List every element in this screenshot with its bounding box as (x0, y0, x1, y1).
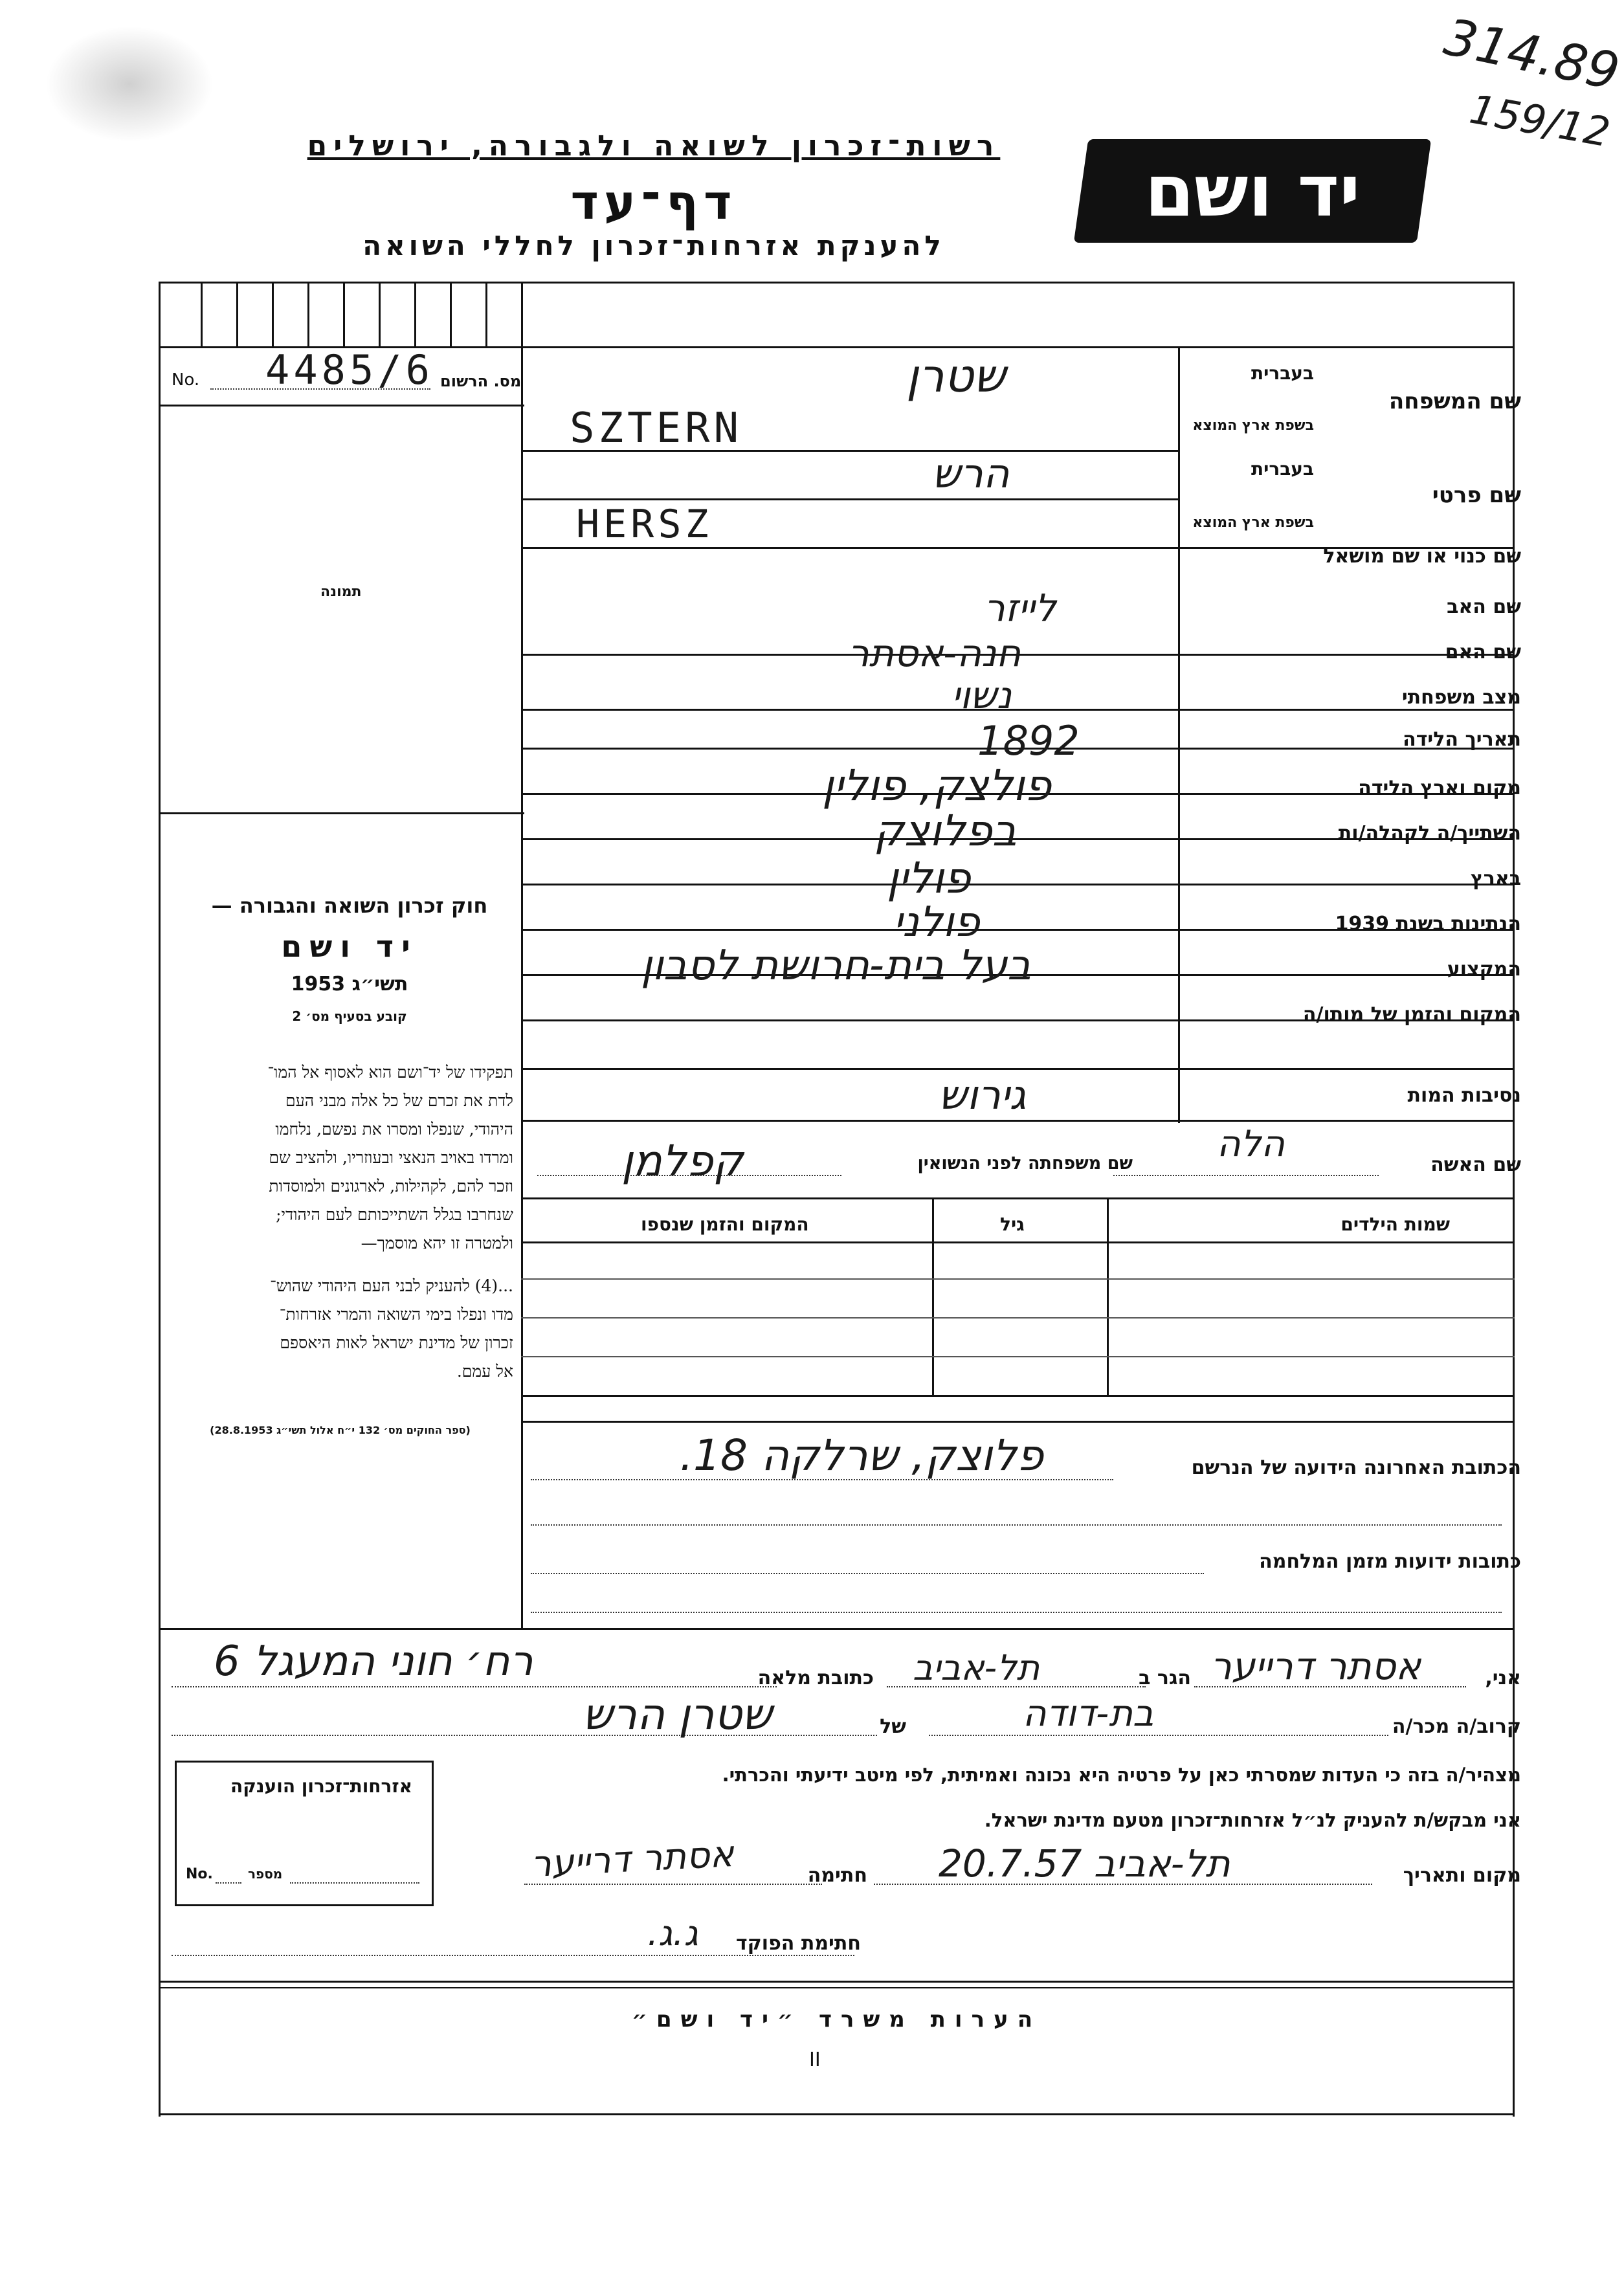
first-name-sub-he: בעברית (1251, 458, 1314, 480)
office-notes-label: הערות משרד ״יד ושם״ (631, 2007, 1042, 2032)
father-value: לייזר (984, 586, 1056, 630)
profession-label: המקצוע (1447, 958, 1521, 981)
full-address-label: כתובת מלאה (757, 1667, 874, 1689)
first-name-original: HERSZ (576, 502, 713, 547)
declarant-address: רח׳ חוני המעגל 6 (214, 1638, 533, 1686)
of-name: שטרן הרש (583, 1689, 772, 1739)
mother-value: חנה-אסתר (848, 631, 1021, 675)
declarant-name: אסתר דרייער (1210, 1644, 1421, 1688)
declarant-i-label: אני, (1485, 1667, 1521, 1689)
yad-vashem-logo (1074, 139, 1431, 243)
citizenship-granted-no-label: No. (186, 1866, 213, 1882)
resides-label: הגר ב (1139, 1667, 1191, 1689)
war-addresses-label: כתובות ידועות מזמן המלחמה (1259, 1550, 1521, 1573)
first-name-hebrew: הרש (932, 450, 1010, 497)
country-value: פולין (887, 853, 971, 903)
marital-value: נשוי (951, 673, 1012, 717)
citizenship-request: אני מבקש/ת להעניק לנ״ל אזרחות־זכרון מטעם מדינת ישראל. (984, 1809, 1521, 1831)
father-label: שם האב (1447, 595, 1521, 618)
law-paragraph-1: תפקידו של יד־ושם הוא לאסוף אל המו־ לדת את זכרם של כל אלה מבני העם היהודי, שנפלו ומסרו את נפשם, נלחמו ומרדו באויב הנאצי ובעוזריו, ולהציב שם וזכר להם, לקהילות, לארגונים ולמוסדות שנחרבו בגלל השתייכותם לעם היהודי; ולמטרה זו יהא מוסמך— (267, 1063, 513, 1252)
profession-value: בעל בית-חרושת לסבון (641, 942, 1032, 990)
relation-label: קרוב/ה מכר/ה (1392, 1715, 1521, 1738)
community-label: השתייך/ה לקהלה/ות (1338, 822, 1521, 845)
last-address-value: פלוצק, שרלקה 18. (680, 1430, 1044, 1480)
family-name-label: שם המשפחה (1388, 388, 1521, 414)
declaration-statement: מצהיר/ה בזה כי העדות שמסרתי כאן על פרטיה היא נכונה ואמיתית, לפי מיטב ידיעתי והכרתי. (722, 1764, 1521, 1786)
corner-sub: 159/12 (1466, 85, 1614, 157)
citizenship-granted-num-label: מספר (248, 1866, 283, 1882)
wife-maiden-label: שם משפחתה לפני הנשואין (917, 1153, 1133, 1174)
birth-date-value: 1892 (977, 717, 1080, 764)
wife-maiden-name: קפלמן (621, 1136, 744, 1186)
family-name-original: SZTERN (570, 405, 743, 452)
law-clause: קובע בסעיף מס׳ 2 (292, 1008, 407, 1024)
authority-title: רשות־זכרון לשואה ולגבורה, ירושלים (307, 129, 1001, 162)
declarant-city: תל-אביב (913, 1647, 1040, 1688)
of-label: של (880, 1715, 906, 1738)
death-circumstances-value: גירוש (939, 1071, 1027, 1118)
children-header-age: גיל (1000, 1214, 1025, 1235)
birth-place-label: מקום וארץ הלידה (1358, 777, 1521, 799)
logo-text: יד ושם (1144, 150, 1361, 232)
form-subtitle: להענקת אזרחות־זכרון לחללי השואה (362, 230, 945, 261)
birth-place-value: פולצק, פולין (822, 761, 1052, 810)
form-title: דף־עד (570, 175, 737, 230)
law-year: תשי״ג 1953 (291, 973, 408, 996)
first-name-label: שם פרטי (1432, 482, 1521, 508)
birth-date-label: תאריך הלידה (1403, 728, 1521, 751)
bottom-mark: II (809, 2049, 821, 2071)
death-circumstances-label: נסיבות המות (1407, 1084, 1521, 1107)
citizenship-granted-box (175, 1761, 434, 1906)
nickname-label: שם כנוי או שם מושאל (1323, 545, 1521, 568)
place-date-label: מקום ותאריך (1403, 1864, 1521, 1887)
mother-label: שם האם (1445, 641, 1521, 663)
corner-number: 314.89 (1439, 8, 1624, 102)
citizenship-value: פולני (893, 898, 980, 946)
children-header-names: שמות הילדים (1340, 1214, 1450, 1235)
marital-label: מצב משפחתי (1401, 686, 1521, 709)
death-place-time-label: המקום והזמן של מותו/ה (1302, 1003, 1521, 1026)
place-date-value: תל-אביב 20.7.57 (939, 1842, 1230, 1886)
last-address-label: הכתובת האחרונה הידועה של הנרשם (1191, 1456, 1521, 1479)
family-name-hebrew: שטרן (906, 350, 1006, 403)
law-footnote: (ספר החוקים מס׳ 132 י״ח אלול תשי״ג 28.8.1953) (210, 1424, 471, 1436)
officer-signature-label: חתימת הפוקד (736, 1932, 861, 1955)
officer-signature: ג.ג. (647, 1913, 698, 1953)
citizenship-granted-title: אזרחות־זכרון הוענקה (230, 1775, 412, 1797)
wife-label: שם האשה (1430, 1153, 1521, 1176)
registration-no-label: No. (172, 370, 200, 390)
family-name-sub-he: בעברית (1251, 362, 1314, 384)
scan-smudge (45, 26, 214, 142)
wife-first-name: הלה (1217, 1123, 1285, 1165)
registration-number: 4485/6 (265, 346, 434, 394)
family-name-sub-orig: בשפת ארץ המוצא (1192, 417, 1314, 434)
photo-label: תמונה (320, 584, 362, 600)
first-name-sub-orig: בשפת ארץ המוצא (1192, 515, 1314, 531)
community-value: בפלוצק (874, 806, 1017, 856)
citizenship-label: הנתינות בשנת 1939 (1335, 913, 1521, 935)
declarant-signature: אסתר דרייער (529, 1832, 735, 1886)
children-header-place: המקום והזמן שנספו (641, 1214, 809, 1235)
registration-label: מס. הרשום (440, 372, 522, 390)
country-label: בארץ (1470, 867, 1521, 890)
relation-value: בת-דודה (1023, 1693, 1154, 1735)
law-title: חוק זכרון השואה והגבורה — (211, 893, 488, 918)
signature-label: חתימה (807, 1864, 867, 1887)
law-paragraph-2: ...(4) להעניק לבני העם היהודי שהוש־ מדו ונפלו בימי השואה והמרי אזרחות־ זכרון של מדינת ישראל לאות היאספם אל עמם. (270, 1276, 513, 1381)
law-name: יד ושם (281, 929, 418, 964)
